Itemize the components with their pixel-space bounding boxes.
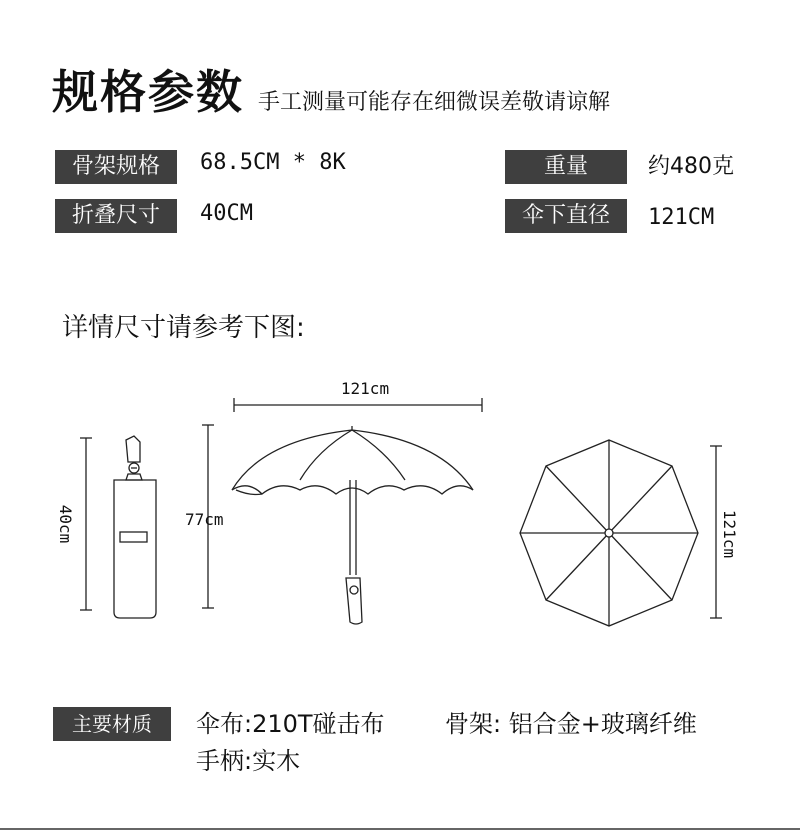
materials-label: 主要材质 — [53, 707, 171, 741]
spec-value-diameter: 121CM — [648, 205, 715, 230]
folded-length-label: 40cm — [56, 504, 75, 544]
folded-umbrella-icon — [114, 436, 156, 618]
folded-length-dimension — [80, 438, 92, 610]
detail-heading: 详情尺寸请参考下图: — [62, 313, 305, 343]
open-height-label: 77cm — [185, 510, 224, 529]
spec-value-folded-size: 40CM — [200, 201, 253, 226]
page-title: 规格参数 — [52, 65, 244, 119]
canopy-diameter-label: 121cm — [720, 509, 739, 559]
spec-value-frame: 68.5CM * 8K — [200, 150, 346, 175]
umbrella-dimension-diagram — [0, 370, 800, 640]
canopy-top-view-icon — [520, 440, 698, 626]
open-width-label: 121cm — [340, 379, 390, 398]
material-handle: 手柄:实木 — [196, 747, 301, 775]
spec-label-weight: 重量 — [505, 150, 627, 184]
material-canopy: 伞布:210T碰击布 — [196, 710, 385, 738]
page-subtitle: 手工测量可能存在细微误差敬请谅解 — [258, 90, 611, 115]
open-umbrella-icon — [232, 426, 473, 624]
spec-value-weight: 约480克 — [648, 154, 734, 179]
material-frame: 骨架: 铝合金+玻璃纤维 — [445, 710, 697, 738]
bottom-divider — [0, 828, 800, 830]
open-width-dimension — [234, 398, 482, 412]
spec-label-folded-size: 折叠尺寸 — [55, 199, 177, 233]
spec-label-frame: 骨架规格 — [55, 150, 177, 184]
spec-label-diameter: 伞下直径 — [505, 199, 627, 233]
